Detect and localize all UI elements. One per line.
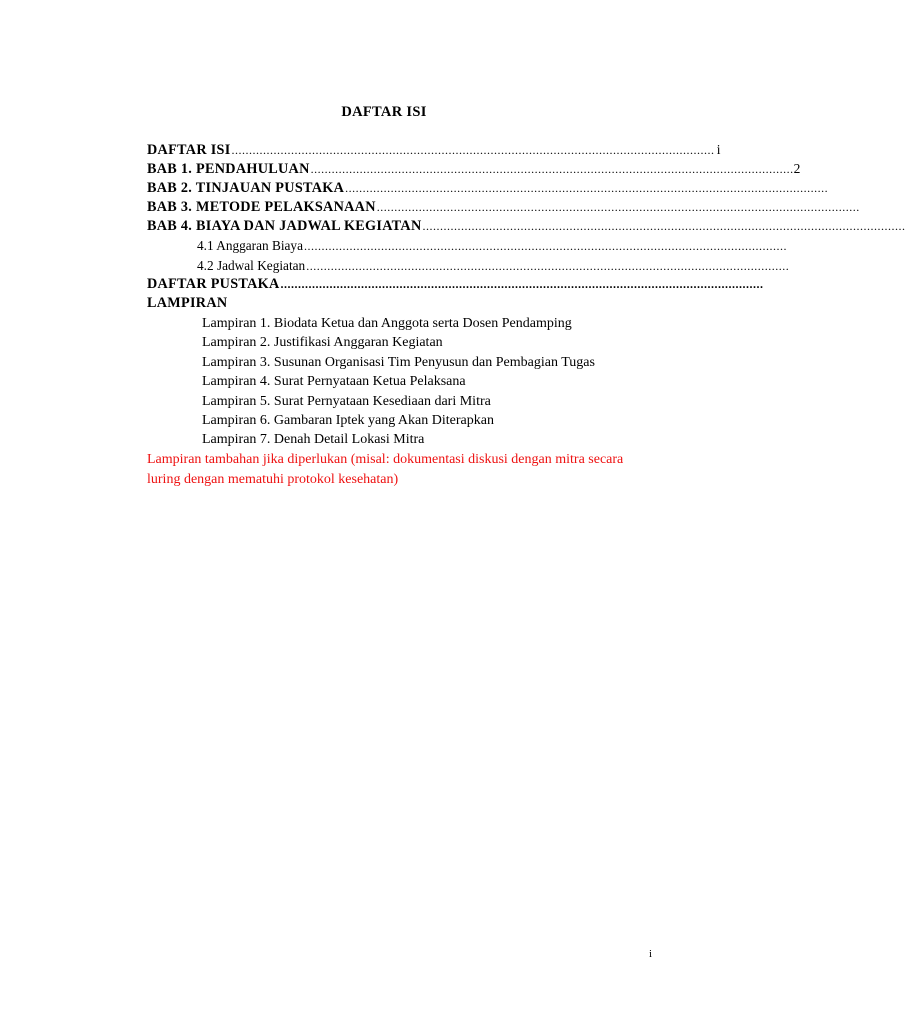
toc-entry-bab-1[interactable] xyxy=(147,159,801,178)
lampiran-item-3[interactable]: Lampiran 3. Susunan Organisasi Tim Penyusun dan Pembagian Tugas xyxy=(202,354,595,370)
lampiran-item-5[interactable]: Lampiran 5. Surat Pernyataan Kesediaan dari Mitra xyxy=(202,393,491,409)
toc-leader-dots: .......................................................................................................................................... xyxy=(422,219,906,234)
toc-entry-bab-2[interactable] xyxy=(147,179,829,198)
toc-entry-label: BAB 2. TINJAUAN PUSTAKA xyxy=(147,179,345,196)
toc-leader-dots: .......................................................................................................................................... xyxy=(303,239,787,254)
lampiran-item-2[interactable]: Lampiran 2. Justifikasi Anggaran Kegiatan xyxy=(202,335,443,351)
toc-leader-dots: .......................................................................................................................................... xyxy=(231,143,715,157)
toc-leader-dots: .......................................................................................................................................... xyxy=(310,162,794,177)
document-title: DAFTAR ISI xyxy=(341,104,427,120)
toc-entry-label: 4.1 Anggaran Biaya xyxy=(197,238,303,254)
toc-entry-daftar-isi[interactable] xyxy=(147,140,721,159)
toc-leader-dots: .......................................................................................................................................... xyxy=(376,199,860,214)
lampiran-item-6[interactable]: Lampiran 6. Gambaran Iptek yang Akan Diterapkan xyxy=(202,412,494,428)
toc-leader-dots: .......................................................................................................................................... xyxy=(306,258,790,273)
page-number: i xyxy=(649,948,653,960)
toc-entry-label: BAB 1. PENDAHULUAN xyxy=(147,161,310,178)
toc-entry-bab-3[interactable] xyxy=(147,198,860,217)
toc-leader-dots: .......................................................................................................................................... xyxy=(280,277,764,292)
lampiran-item-4[interactable]: Lampiran 4. Surat Pernyataan Ketua Pelaksana xyxy=(202,374,466,390)
toc-entry-label: BAB 3. METODE PELAKSANAAN xyxy=(147,198,376,215)
toc-entry-label: BAB 4. BIAYA DAN JADWAL KEGIATAN xyxy=(147,218,422,235)
additional-attachment-note: Lampiran tambahan jika diperlukan (misal: dokumentasi diskusi dengan mitra secara luring dengan mematuhi protokol kesehatan) xyxy=(147,452,624,487)
toc-entry-4-2[interactable] xyxy=(147,256,790,275)
toc-entry-label: DAFTAR PUSTAKA xyxy=(147,276,280,293)
lampiran-list xyxy=(202,314,595,450)
lampiran-item-1[interactable]: Lampiran 1. Biodata Ketua dan Anggota serta Dosen Pendamping xyxy=(202,316,572,331)
table-of-contents xyxy=(147,140,906,314)
toc-entry-label: LAMPIRAN xyxy=(147,295,228,312)
toc-entry-page: i xyxy=(716,142,721,157)
toc-entry-4-1[interactable] xyxy=(147,236,787,255)
toc-entry-label: DAFTAR ISI xyxy=(147,142,231,158)
toc-entry-daftar-pustaka[interactable] xyxy=(147,275,764,294)
toc-entry-bab-4[interactable] xyxy=(147,217,906,236)
toc-entry-label: 4.2 Jadwal Kegiatan xyxy=(197,257,306,273)
toc-entry-page: 2 xyxy=(793,161,801,177)
toc-leader-dots: .......................................................................................................................................... xyxy=(345,180,829,195)
toc-entry-lampiran[interactable] xyxy=(147,294,644,313)
lampiran-item-7[interactable]: Lampiran 7. Denah Detail Lokasi Mitra xyxy=(202,432,425,448)
